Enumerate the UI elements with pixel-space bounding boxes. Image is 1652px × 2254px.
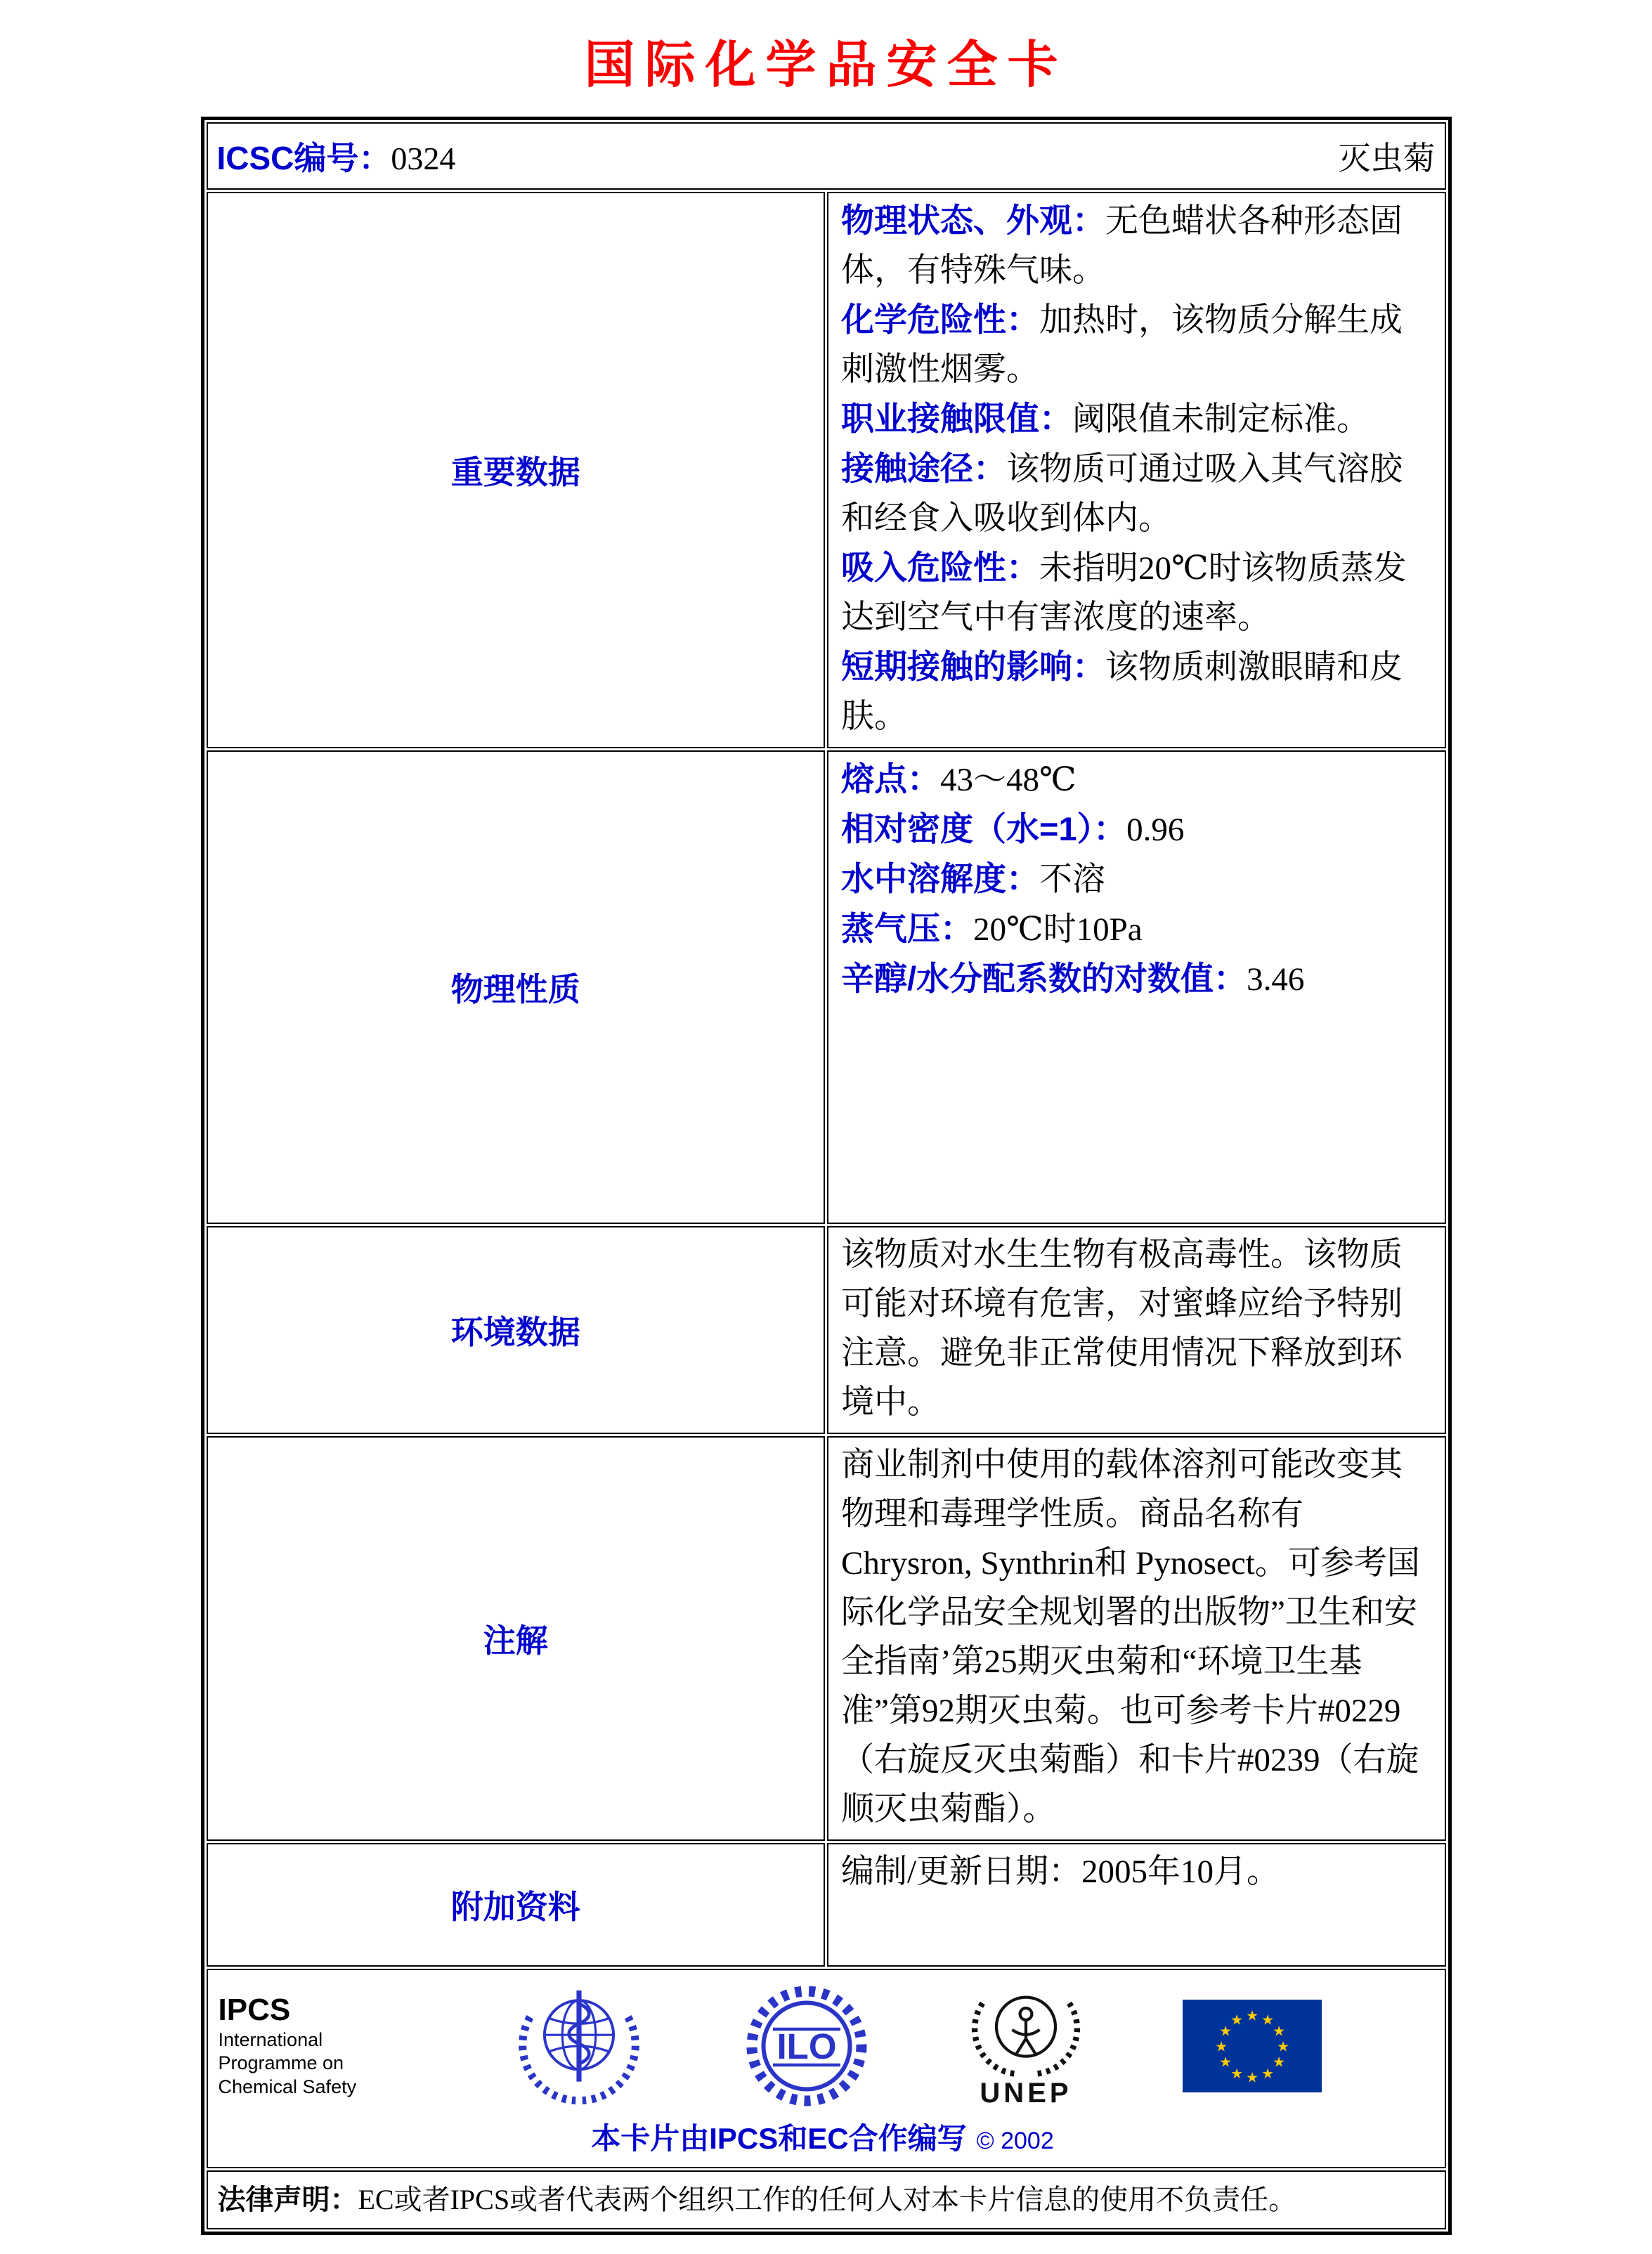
field-line [841,196,1432,295]
field-value: 未指明20℃时该物质蒸发达到空气中有害浓度的速率。 [841,550,1407,636]
icsc-card [201,117,1452,2235]
ipcs-logo [219,1993,415,2099]
section-content-important-data [827,192,1446,748]
page-title: 国际化学品安全卡 [584,37,1068,93]
section-label-text: 附加资料 [450,1889,580,1925]
logos-row [207,1969,1446,2168]
header-row [207,122,1446,190]
section-label-text: 环境数据 [450,1314,580,1350]
field-name: 化学危险性： [841,301,1039,338]
icsc-number-value: 0324 [391,141,456,176]
svg-text:★: ★ [1214,2039,1228,2055]
legal-label: 法律声明： [217,2184,358,2215]
section-notes [207,1436,1446,1841]
section-label-text: 注解 [483,1622,548,1659]
section-label-text: 物理性质 [450,971,580,1008]
legal-text: EC或者IPCS或者代表两个组织工作的任何人对本卡片信息的使用不负责任。 [358,2184,1297,2215]
section-label-physical-properties [207,750,826,1224]
svg-text:★: ★ [1245,2070,1258,2086]
icsc-number-label: ICSC编号： [216,140,391,176]
section-text: 商业制剂中使用的载体溶剂可能改变其物理和毒理学性质。商品名称有Chrysron, Synthrin和 Pynosect。可参考国际化学品安全规划署的出版物”卫生和安全指南’第25期灭虫菊和“环境卫生基准”第92期灭虫菊。也可参考卡片#0229（右旋反灭虫菊酯）和卡片#0239（右旋顺灭虫菊酯）。 [841,1447,1420,1828]
field-line [841,954,1432,1004]
field-line [841,854,1432,904]
field-line [841,444,1432,543]
field-line [841,755,1432,804]
field-value: 3.46 [1247,961,1305,998]
section-content-notes [827,1436,1446,1841]
field-name: 物理状态、外观： [841,202,1105,239]
ipcs-name-line: Chemical Safety [218,2076,357,2098]
field-name: 熔点： [841,760,940,797]
ipcs-name-line: Programme on [218,2052,344,2074]
field-line [841,642,1432,741]
field-name: 蒸气压： [841,910,973,947]
organization-logos [219,1976,1427,2116]
unep-label: UNEP [980,2077,1072,2109]
icsc-number [217,133,456,179]
card-header [209,133,1444,179]
section-text: 该物质对水生生物有极高毒性。该物质可能对环境有危害，对蜜蜂应给予特别注意。避免非正常使用情况下释放到环境中。 [841,1237,1403,1421]
field-line [841,904,1432,954]
ipcs-acronym: IPCS [218,1993,291,2028]
field-name: 相对密度（水=1）： [841,810,1127,847]
section-label-additional-information [207,1843,826,1967]
ilo-emblem-icon [743,1983,870,2109]
section-physical-properties [207,750,1446,1224]
logos-cell [207,1969,1446,2168]
chemical-name: 灭虫菊 [1338,141,1436,176]
svg-text:★: ★ [1230,2012,1243,2028]
field-line [841,804,1432,854]
field-name: 职业接触限值： [841,400,1072,437]
ipcs-name-line: International [218,2028,323,2050]
unep-logo [967,1983,1085,2109]
svg-text:★: ★ [1272,2024,1285,2040]
svg-text:★: ★ [1261,2066,1274,2082]
field-value: 43～48℃ [940,762,1077,798]
field-value: 阈限值未制定标准。 [1072,401,1370,438]
legal-notice [207,2170,1446,2229]
field-line [841,543,1432,642]
section-content-physical-properties [827,750,1446,1224]
field-value: 加热时，该物质分解生成刺激性烟雾。 [841,302,1403,388]
field-line [841,394,1432,444]
section-text: 编制/更新日期：2005年10月。 [841,1854,1280,1890]
section-label-text: 重要数据 [450,454,580,490]
svg-text:★: ★ [1276,2039,1289,2055]
section-environmental-data [207,1226,1446,1434]
attribution-text: 本卡片由IPCS和EC合作编写 [591,2122,967,2155]
eu-flag-icon [1183,2000,1322,2092]
section-label-environmental-data [207,1226,826,1434]
field-value: 20℃时10Pa [973,911,1143,948]
svg-text:★: ★ [1261,2012,1274,2028]
field-name: 水中溶解度： [841,860,1039,897]
section-content-additional-information [827,1843,1446,1967]
section-additional-information [207,1843,1446,1967]
svg-text:★: ★ [1218,2054,1232,2071]
legal-row [207,2170,1446,2229]
unep-emblem-icon [967,1983,1085,2082]
icsc-page [0,24,1652,2235]
svg-text:★: ★ [1230,2066,1243,2082]
ilo-label: ILO [776,2026,836,2066]
field-name: 吸入危险性： [841,549,1039,586]
field-value: 不溶 [1039,861,1105,898]
section-important-data [207,192,1446,748]
field-line [841,295,1432,394]
svg-text:★: ★ [1272,2054,1285,2071]
svg-text:★: ★ [1218,2024,1232,2040]
svg-text:★: ★ [1245,2008,1258,2024]
field-name: 短期接触的影响： [841,648,1105,685]
attribution-line [219,2116,1427,2161]
section-content-environmental-data [827,1226,1446,1434]
section-label-notes [207,1436,826,1841]
field-value: 该物质刺激眼睛和皮肤。 [841,649,1403,735]
field-value: 0.96 [1126,812,1185,848]
field-value: 无色蜡状各种形态固体，有特殊气味。 [841,203,1403,289]
copyright-text: © 2002 [976,2128,1054,2154]
field-name: 辛醇/水分配系数的对数值： [841,960,1247,997]
field-name: 接触途径： [841,450,1006,487]
who-emblem-icon [512,1979,646,2113]
section-label-important-data [207,192,826,748]
field-value: 该物质可通过吸入其气溶胶和经食入吸收到体内。 [841,451,1403,537]
